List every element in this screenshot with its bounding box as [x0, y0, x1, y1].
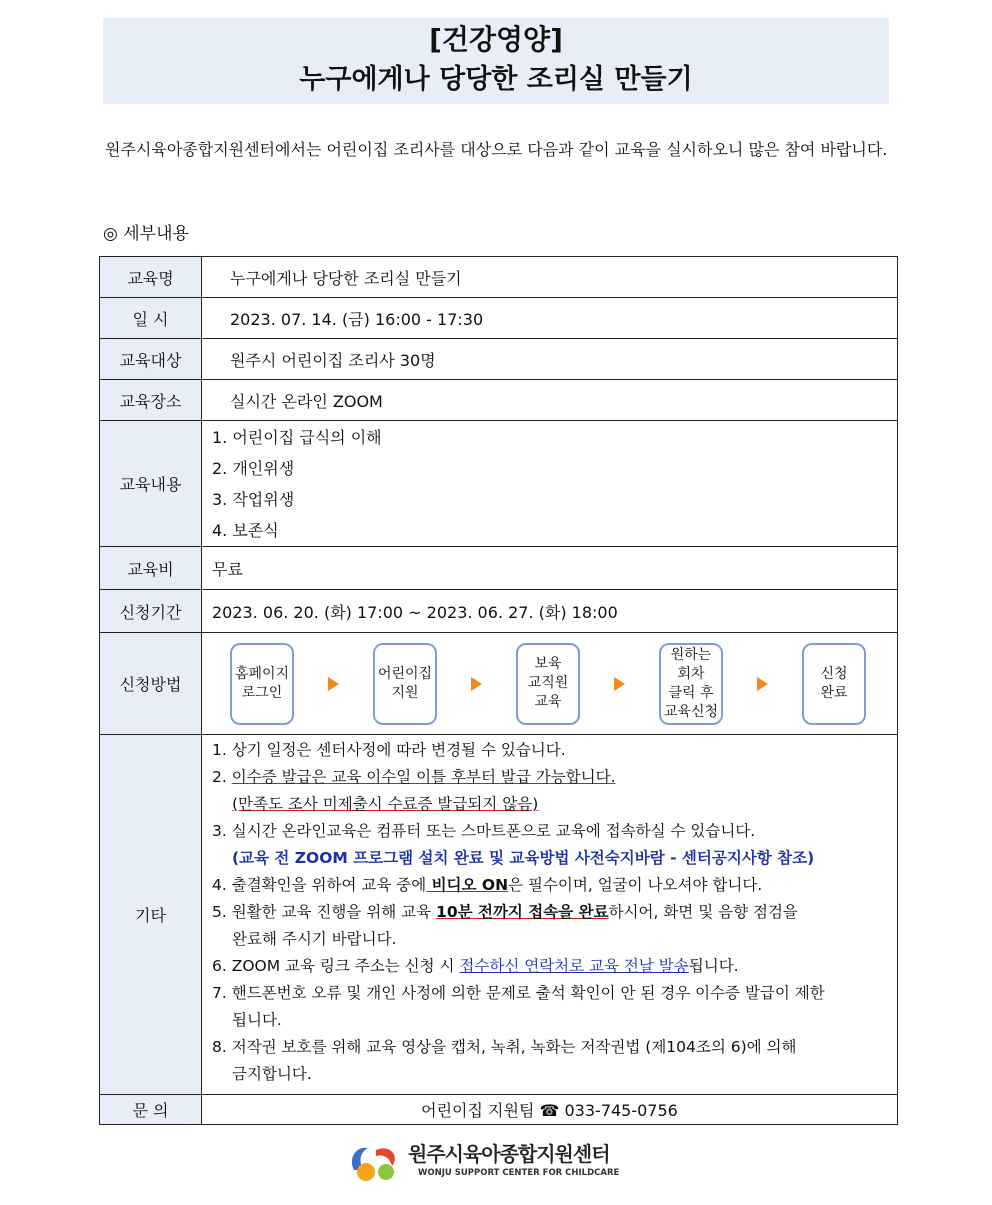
row-fee [100, 547, 898, 590]
etc-line-1: 1. 상기 일정은 센터사정에 따라 변경될 수 있습니다. [212, 741, 566, 759]
etc-line-5: 5. 원활한 교육 진행을 위해 교육 10분 전까지 접속을 완료하시어, 화면 및 음향 점검을 [212, 903, 798, 921]
content-item: 3. 작업위생 [212, 489, 295, 509]
label-content: 교육내용 [100, 421, 202, 547]
etc-line-8-cont: 금지합니다. [232, 1065, 312, 1083]
label-name: 교육명 [100, 257, 202, 298]
step-login: 홈페이지 로그인 [230, 643, 294, 725]
step-daycare-support: 어린이집 지원 [373, 643, 437, 725]
value-etc [202, 735, 898, 1095]
value-contact: 어린이집 지원팀 ☎ 033-745-0756 [202, 1095, 898, 1125]
method-steps [202, 634, 897, 734]
value-method [202, 633, 898, 735]
center-logo [346, 1136, 620, 1186]
etc-line-2-note: (만족도 조사 미제출시 수료증 발급되지 않음) [232, 795, 539, 813]
logo-text-kr: 원주시육아종합지원센터 [408, 1142, 610, 1166]
intro-text: 원주시육아종합지원센터에서는 어린이집 조리사를 대상으로 다음과 같이 교육을 실시하오니 많은 참여 바랍니다. [105, 140, 888, 159]
label-method: 신청방법 [100, 633, 202, 735]
row-contact [100, 1095, 898, 1125]
row-method [100, 633, 898, 735]
content-item: 2. 개인위생 [212, 458, 295, 478]
arrow-right-icon [471, 677, 482, 691]
logo-mark-icon [346, 1136, 406, 1186]
value-fee: 무료 [202, 547, 898, 590]
label-period: 신청기간 [100, 590, 202, 633]
title-category: [건강영양] [429, 23, 563, 56]
section-heading: ◎ 세부내용 [103, 224, 189, 244]
label-place: 교육장소 [100, 380, 202, 421]
details-table [99, 256, 898, 1125]
etc-line-2: 2. 이수증 발급은 교육 이수일 이틀 후부터 발급 가능합니다. [212, 768, 616, 786]
etc-line-3-note: (교육 전 ZOOM 프로그램 설치 완료 및 교육방법 사전숙지바람 - 센터공지사항 참조) [232, 849, 815, 867]
value-date: 2023. 07. 14. (금) 16:00 - 17:30 [202, 298, 898, 339]
etc-line-8: 8. 저작권 보호를 위해 교육 영상을 캡처, 녹취, 녹화는 저작권법 (제104조의 6)에 의해 [212, 1038, 797, 1056]
label-date: 일 시 [100, 298, 202, 339]
arrow-right-icon [614, 677, 625, 691]
step-apply: 원하는 회차 클릭 후 교육신청 [659, 643, 723, 725]
label-fee: 교육비 [100, 547, 202, 590]
value-name: 누구에게나 당당한 조리실 만들기 [202, 257, 898, 298]
arrow-right-icon [757, 677, 768, 691]
page-title: 누구에게나 당당한 조리실 만들기 [299, 64, 693, 95]
row-period [100, 590, 898, 633]
arrow-right-icon [328, 677, 339, 691]
row-place [100, 380, 898, 421]
step-complete: 신청 완료 [802, 643, 866, 725]
step-staff-education: 보육 교직원 교육 [516, 643, 580, 725]
value-target: 원주시 어린이집 조리사 30명 [202, 339, 898, 380]
etc-line-3: 3. 실시간 온라인교육은 컴퓨터 또는 스마트폰으로 교육에 접속하실 수 있습니다. [212, 822, 756, 840]
row-content [100, 421, 898, 547]
value-period: 2023. 06. 20. (화) 17:00 ~ 2023. 06. 27. (화) 18:00 [202, 590, 898, 633]
row-date [100, 298, 898, 339]
content-item: 4. 보존식 [212, 520, 279, 540]
etc-line-6: 6. ZOOM 교육 링크 주소는 신청 시 접수하신 연락처로 교육 전날 발송됩니다. [212, 957, 739, 975]
row-target [100, 339, 898, 380]
etc-line-7-cont: 됩니다. [232, 1011, 282, 1029]
logo-text-en: WONJU SUPPORT CENTER FOR CHILDCARE [418, 1168, 620, 1178]
title-banner [103, 18, 889, 104]
etc-line-5-cont: 완료해 주시기 바랍니다. [232, 930, 397, 948]
value-content [202, 421, 898, 547]
label-etc: 기타 [100, 735, 202, 1095]
label-target: 교육대상 [100, 339, 202, 380]
value-place: 실시간 온라인 ZOOM [202, 380, 898, 421]
label-contact: 문 의 [100, 1095, 202, 1125]
etc-line-7: 7. 핸드폰번호 오류 및 개인 사정에 의한 문제로 출석 확인이 안 된 경우 이수증 발급이 제한 [212, 984, 825, 1002]
etc-line-4: 4. 출결확인을 위하여 교육 중에 비디오 ON은 필수이며, 얼굴이 나오셔야 합니다. [212, 876, 763, 894]
row-etc [100, 735, 898, 1095]
row-name [100, 257, 898, 298]
content-item: 1. 어린이집 급식의 이해 [212, 427, 382, 447]
